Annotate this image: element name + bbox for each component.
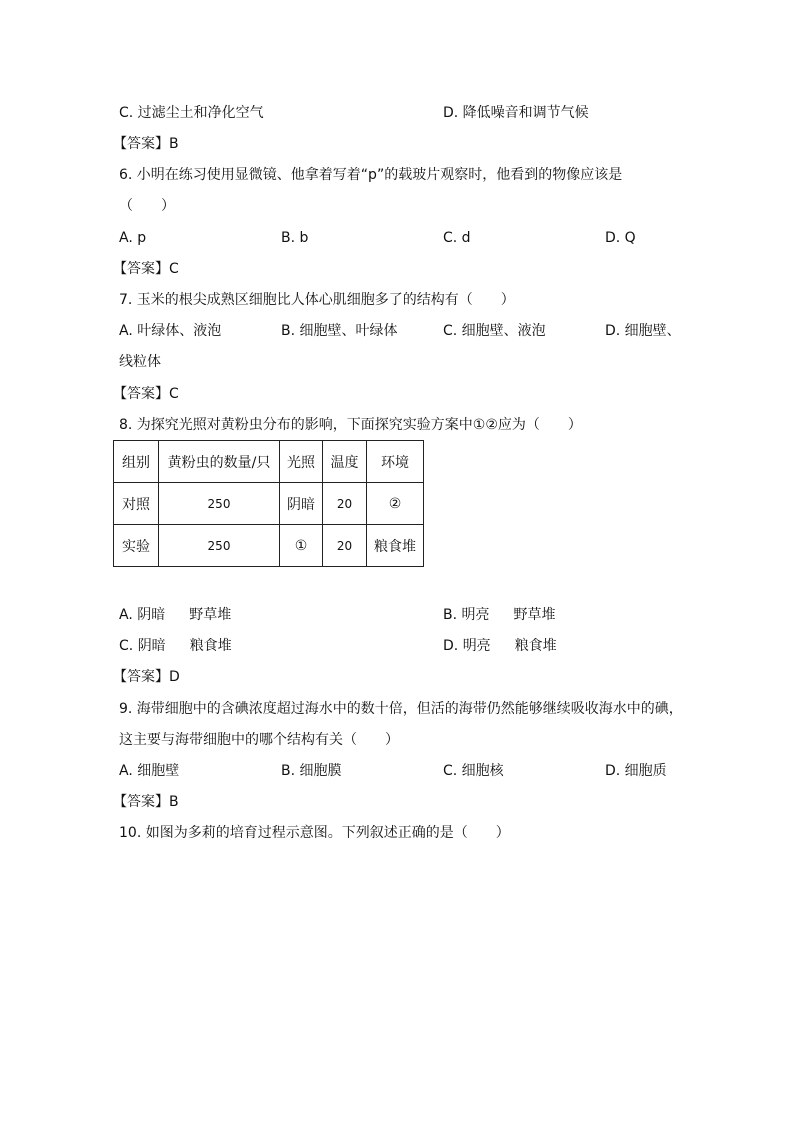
q6-stem-cont: （ ） [119, 198, 175, 214]
table-cell: 阴暗 [280, 483, 323, 525]
table-header-cell: 环境 [367, 441, 424, 483]
q9-stem-cont: 这主要与海带细胞中的哪个结构有关（ ） [119, 732, 399, 748]
q9-option-a: A. 细胞壁 [119, 763, 180, 779]
option-part-b: 粮食堆 [189, 638, 232, 654]
table-cell: 粮食堆 [367, 525, 424, 567]
table-cell: 实验 [114, 525, 159, 567]
q7-answer: 【答案】C [113, 386, 179, 402]
q6-option-c: C. d [443, 230, 471, 246]
q8-option-d [443, 637, 557, 655]
table-header-cell: 光照 [280, 441, 323, 483]
table-header-cell: 黄粉虫的数量/只 [159, 441, 280, 483]
q5-answer: 【答案】B [113, 136, 179, 152]
q6-option-d: D. Q [605, 230, 636, 246]
table-header-cell: 温度 [323, 441, 367, 483]
table-header-cell: 组别 [114, 441, 159, 483]
table-row [114, 483, 424, 525]
q8-option-a [119, 606, 231, 624]
q9-option-d: D. 细胞质 [605, 763, 667, 779]
q7-option-a: A. 叶绿体、液泡 [119, 323, 222, 339]
table-cell: 对照 [114, 483, 159, 525]
option-letter: D. [443, 638, 459, 654]
option-part-a: 阴暗 [137, 607, 166, 623]
option-part-a: 明亮 [461, 607, 490, 623]
q7-option-d-cont: 线粒体 [119, 354, 161, 370]
table-cell: ② [367, 483, 424, 525]
q9-option-c: C. 细胞核 [443, 763, 504, 779]
q6-answer: 【答案】C [113, 261, 179, 277]
option-letter: C. [119, 638, 134, 654]
q7-stem: 7. 玉米的根尖成熟区细胞比人体心肌细胞多了的结构有（ ） [119, 292, 515, 308]
table-cell: ① [280, 525, 323, 567]
q8-option-c [119, 637, 232, 655]
q5-option-c: C. 过滤尘土和净化空气 [119, 105, 264, 121]
option-part-a: 明亮 [462, 638, 491, 654]
table-cell: 20 [323, 483, 367, 525]
table-cell: 250 [159, 483, 280, 525]
option-part-b: 粮食堆 [514, 638, 557, 654]
table-row [114, 525, 424, 567]
option-letter: A. [119, 607, 133, 623]
option-part-b: 野草堆 [189, 607, 232, 623]
q8-option-b [443, 606, 556, 624]
option-part-a: 阴暗 [137, 638, 166, 654]
q10-stem: 10. 如图为多莉的培育过程示意图。下列叙述正确的是（ ） [119, 825, 510, 841]
q6-stem: 6. 小明在练习使用显微镜、他拿着写着“p”的载玻片观察时，他看到的物像应该是 [119, 167, 623, 183]
table-cell: 250 [159, 525, 280, 567]
q7-option-b: B. 细胞壁、叶绿体 [281, 323, 398, 339]
q7-option-d: D. 细胞壁、 [605, 323, 681, 339]
q8-answer: 【答案】D [113, 669, 180, 685]
q6-option-a: A. p [119, 230, 147, 246]
experiment-table [113, 440, 424, 567]
table-header-row [114, 441, 424, 483]
q9-stem: 9. 海带细胞中的含碘浓度超过海水中的数十倍，但活的海带仍然能够继续吸收海水中的碘， [119, 701, 683, 717]
table-cell: 20 [323, 525, 367, 567]
option-part-b: 野草堆 [513, 607, 556, 623]
q5-option-d: D. 降低噪音和调节气候 [443, 105, 589, 121]
q6-option-b: B. b [281, 230, 309, 246]
q9-option-b: B. 细胞膜 [281, 763, 342, 779]
q7-option-c: C. 细胞壁、液泡 [443, 323, 546, 339]
q9-answer: 【答案】B [113, 794, 179, 810]
option-letter: B. [443, 607, 458, 623]
q8-stem: 8. 为探究光照对黄粉虫分布的影响，下面探究实验方案中①②应为（ ） [119, 417, 582, 433]
